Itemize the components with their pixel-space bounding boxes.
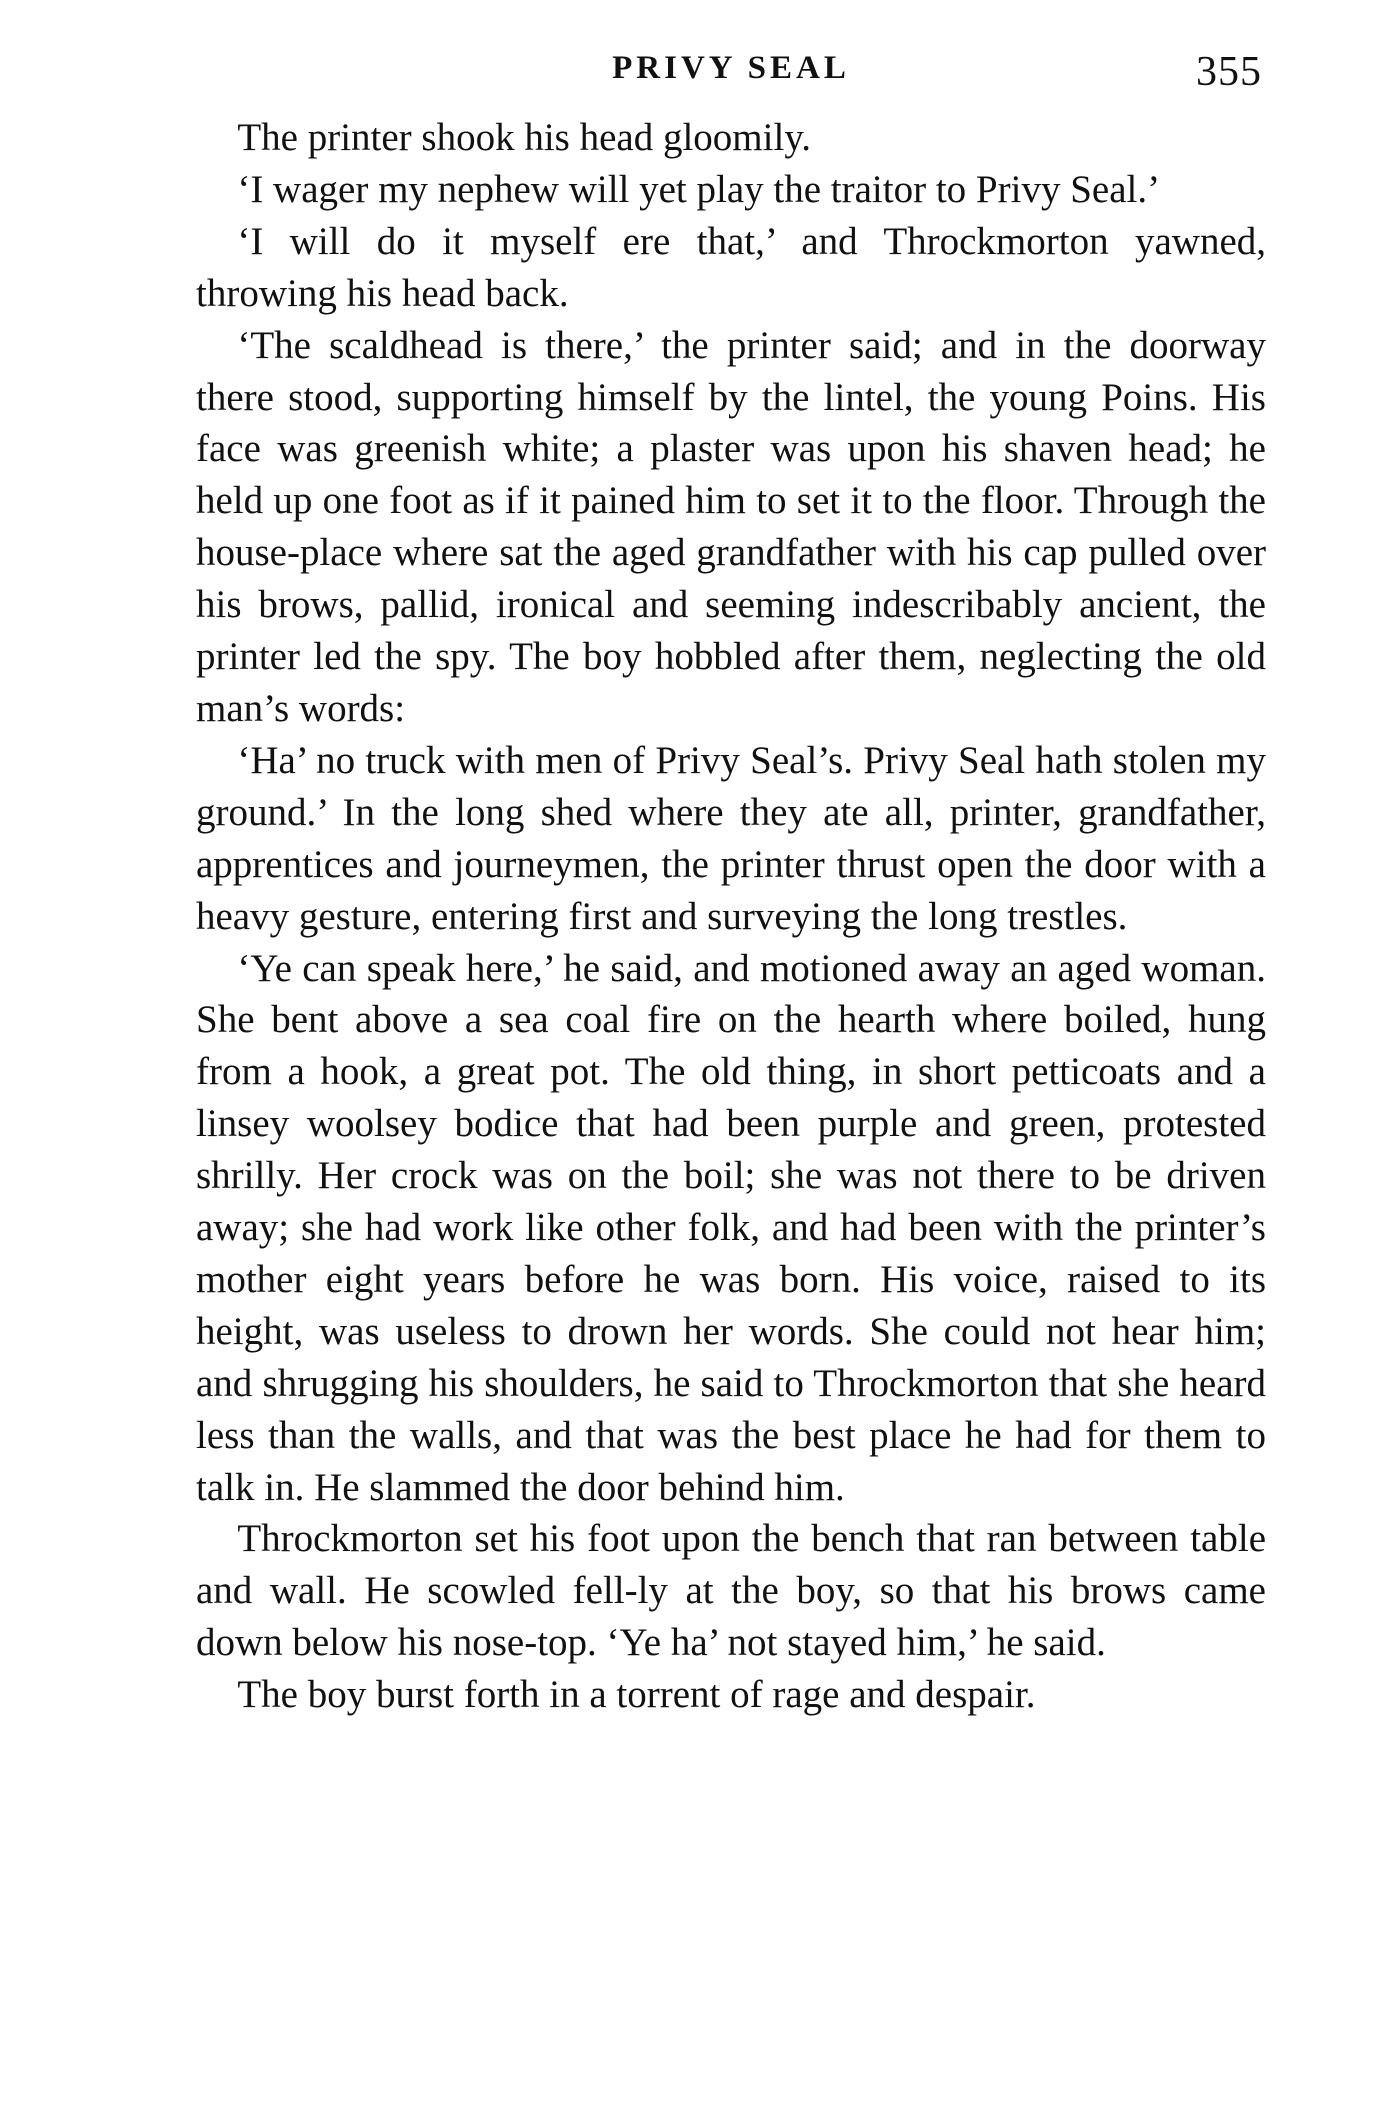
- paragraph: The printer shook his head gloomily.: [237, 116, 812, 159]
- paragraph: ‘The scaldhead is there,’ the printer said; and in the doorway there stood, supporting himself by the lintel, the young Poins. His face was greenish white; a plaster was upon his shaven head; he held up one foot as if it pained him to set it to the floor. Through the house-place where sat the aged grandfather with his cap pulled over his brows, pallid, ironical and seeming indescribably ancient, the printer led the spy. The boy hobbled after them, neglecting the old man’s words:: [196, 323, 1266, 730]
- paragraph: ‘Ha’ no truck with men of Privy Seal’s. Privy Seal hath stolen my ground.’ In the long shed where they ate all, printer, grandfather, apprentices and journeymen, the printer thrust open the door with a heavy gesture, entering first and surveying the long trestles.: [196, 738, 1266, 938]
- paragraph: ‘I wager my nephew will yet play the traitor to Privy Seal.’: [237, 167, 1161, 211]
- paragraph: ‘I will do it myself ere that,’ and Throckmorton yawned, throwing his head back.: [196, 219, 1266, 315]
- paragraph: ‘Ye can speak here,’ he said, and motioned away an aged woman. She bent above a sea coal fire on the hearth where boiled, hung from a hook, a great pot. The old thing, in short petticoats and a linsey woolsey bodice that had been purple and green, protested shrilly. Her crock was on the boil; she was not there to be driven away; she had work like other folk, and had been with the printer’s mother eight years before he was born. His voice, raised to its height, was useless to drown her words. She could not hear him; and shrugging his shoulders, he said to Throckmorton that she heard less than the walls, and that was the best place he had for them to talk in. He slammed the door behind him.: [196, 946, 1266, 1509]
- paragraph: The boy burst forth in a torrent of rage and despair.: [237, 1673, 1036, 1717]
- page-number: 355: [1196, 49, 1262, 95]
- body-text: [196, 112, 1266, 1721]
- paragraph: Throckmorton set his foot upon the bench that ran between table and wall. He scowled fell-ly at the boy, so that his brows came down below his nose-top. ‘Ye ha’ not stayed him,’ he said.: [196, 1517, 1266, 1665]
- running-title: PRIVY SEAL: [612, 50, 850, 86]
- running-head: [196, 48, 1266, 108]
